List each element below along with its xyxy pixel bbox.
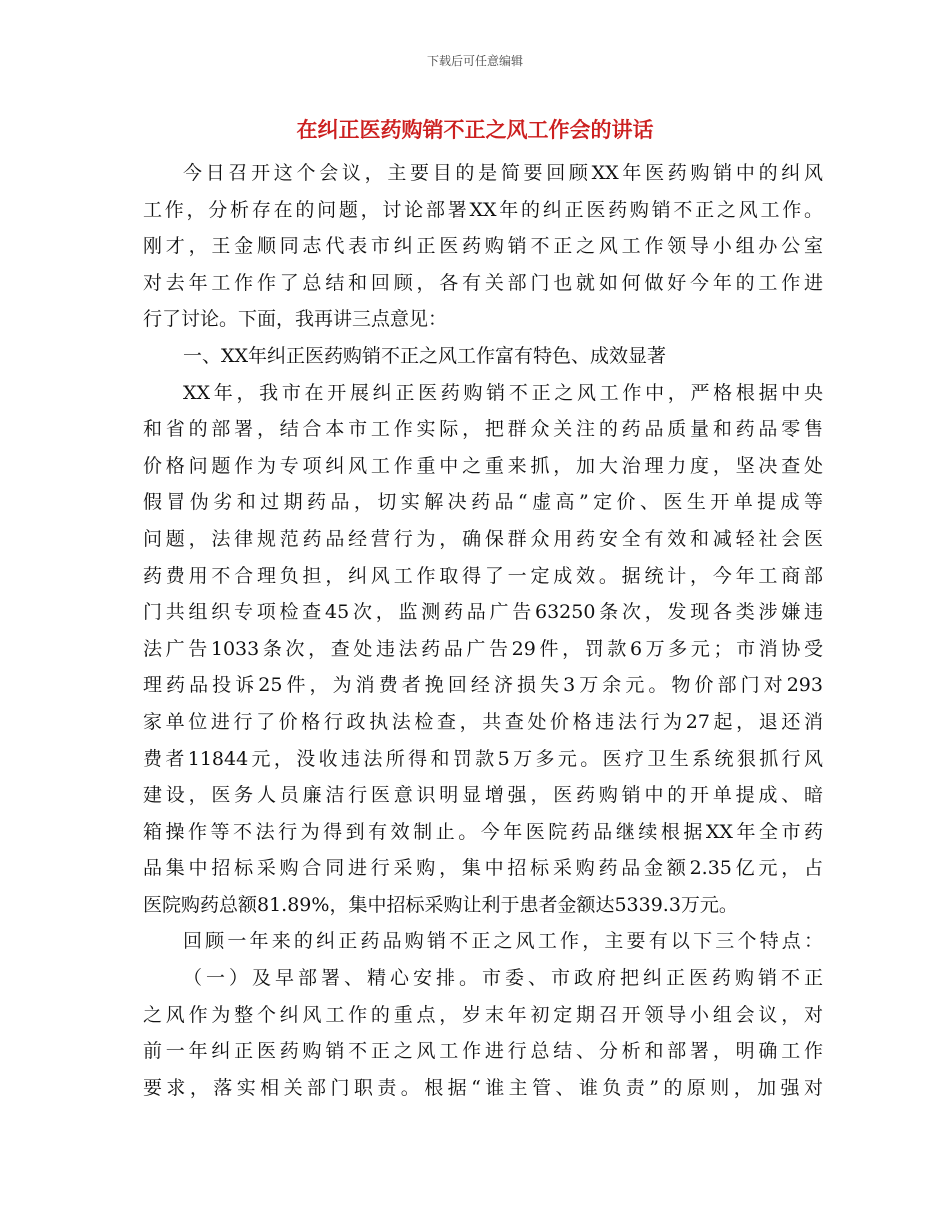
header-note: 下载后可任意编辑: [426, 54, 523, 68]
text-line: 药费用不合理负担，纠风工作取得了一定成效。据统计，今年工商部: [143, 564, 823, 587]
text-line: 价格问题作为专项纠风工作重中之重来抓，加大治理力度，坚决查处: [143, 454, 823, 477]
text-line: 对去年工作作了总结和回顾，各有关部门也就如何做好今年的工作进: [143, 271, 823, 294]
text-line: 之风作为整个纠风工作的重点，岁末年初定期召开领导小组会议，对: [143, 1003, 823, 1026]
text-line: 法广告1033条次，查处违法药品广告29件，罚款6万多元；市消协受: [143, 637, 823, 660]
text-line: 回顾一年来的纠正药品购销不正之风工作，主要有以下三个特点：: [183, 930, 823, 953]
text-line: 问题，法律规范药品经营行为，确保群众用药安全有效和减轻社会医: [143, 527, 823, 550]
text-line: 理药品投诉25件，为消费者挽回经济损失3万余元。物价部门对293: [143, 674, 823, 697]
text-line: 家单位进行了价格行政执法检查，共查处价格违法行为27起，退还消: [143, 710, 823, 733]
text-line: 门共组织专项检查45次，监测药品广告63250条次，发现各类涉嫌违: [143, 601, 823, 624]
text-line: 费者11844元，没收违法所得和罚款5万多元。医疗卫生系统狠抓行风: [143, 747, 823, 770]
text-line: 行了讨论。下面，我再讲三点意见：: [143, 308, 448, 331]
text-line: （一）及早部署、精心安排。市委、市政府把纠正医药购销不正: [183, 967, 823, 990]
text-line: 今日召开这个会议，主要目的是简要回顾XX年医药购销中的纠风: [183, 162, 823, 184]
text-line: 要求，落实相关部门职责。根据“谁主管、谁负责”的原则，加强对: [143, 1076, 823, 1099]
text-line: 前一年纠正医药购销不正之风工作进行总结、分析和部署，明确工作: [143, 1040, 823, 1063]
text-line: 建设，医务人员廉洁行医意识明显增强，医药购销中的开单提成、暗: [143, 784, 823, 807]
text-line: 品集中招标采购合同进行采购，集中招标采购药品金额2.35亿元，占: [143, 857, 823, 880]
text-line: 箱操作等不法行为得到有效制止。今年医院药品继续根据XX年全市药: [143, 820, 823, 843]
text-line: XX年，我市在开展纠正医药购销不正之风工作中，严格根据中央: [183, 381, 823, 404]
document-body: [143, 155, 823, 1106]
text-line: 假冒伪劣和过期药品，切实解决药品“虚高”定价、医生开单提成等: [143, 491, 823, 514]
text-line: 和省的部署，结合本市工作实际，把群众关注的药品质量和药品零售: [143, 418, 823, 441]
text-line: 刚才，王金顺同志代表市纠正医药购销不正之风工作领导小组办公室: [143, 235, 823, 258]
section-heading: 一、XX年纠正医药购销不正之风工作富有特色、成效显著: [183, 344, 667, 367]
document-title: 在纠正医药购销不正之风工作会的讲话: [296, 118, 654, 142]
text-line: 医院购药总额81.89%，集中招标采购让利于患者金额达5339.3万元。: [143, 893, 738, 916]
text-line: 工作，分析存在的问题，讨论部署XX年的纠正医药购销不正之风工作。: [143, 198, 823, 221]
